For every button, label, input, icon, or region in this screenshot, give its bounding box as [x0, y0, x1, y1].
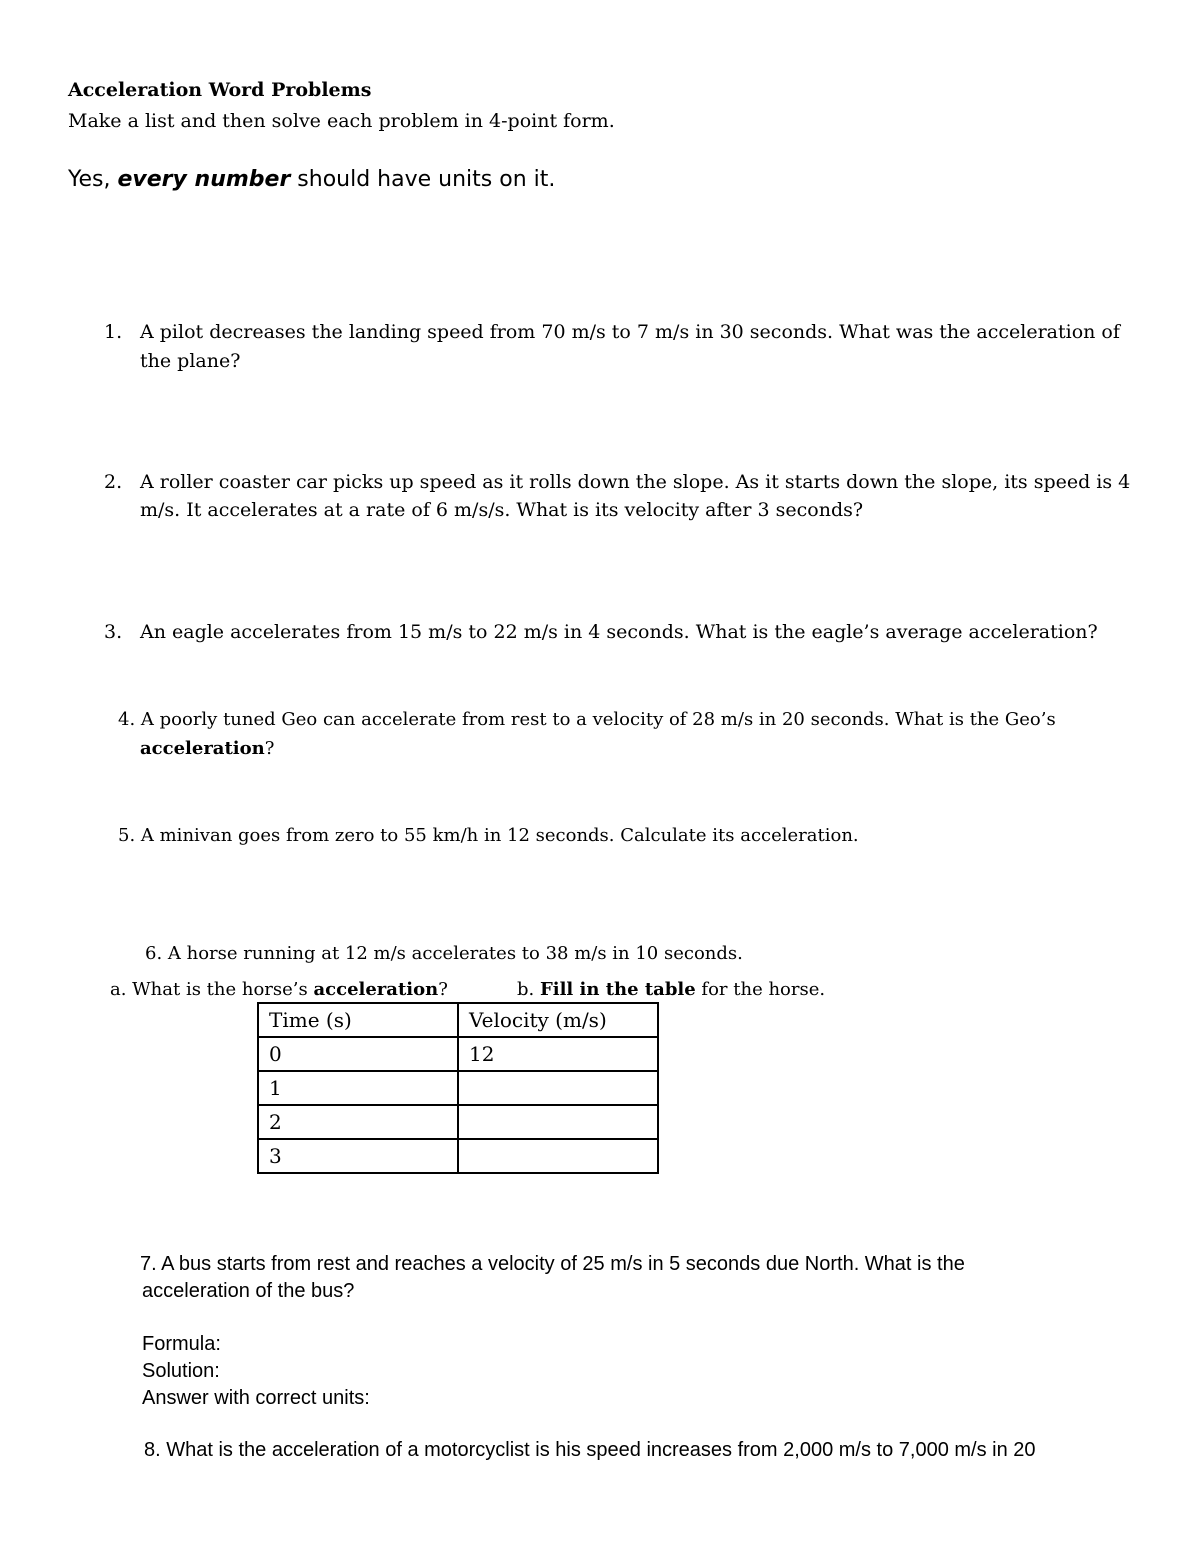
- problem-7-line2: acceleration of the bus?: [142, 1280, 355, 1302]
- formula-label: Formula:: [142, 1333, 221, 1355]
- instructions: Make a list and then solve each problem in 4-point form.: [68, 110, 615, 132]
- table-row: [258, 1139, 658, 1173]
- table-cell-time: 0: [258, 1037, 458, 1071]
- table-cell-time: 2: [258, 1105, 458, 1139]
- part-b-suffix: for the horse.: [695, 979, 826, 1000]
- problem-3-line1: An eagle accelerates from 15 m/s to 22 m/s in 4 seconds. What is the eagle’s average acceleration?: [140, 621, 1098, 643]
- solution-label: Solution:: [142, 1360, 220, 1382]
- part-b-prefix: b.: [517, 979, 540, 1000]
- table-header-velocity: Velocity (m/s): [458, 1003, 658, 1037]
- table-header-time: Time (s): [258, 1003, 458, 1037]
- problem-6-part-a: [110, 979, 448, 1000]
- problem-4-qmark: ?: [264, 738, 275, 759]
- problem-4-line1: 4. A poorly tuned Geo can accelerate from rest to a velocity of 28 m/s in 20 seconds. What is the Geo’s: [118, 709, 1056, 730]
- problem-6-line1: 6. A horse running at 12 m/s accelerates to 38 m/s in 10 seconds.: [145, 943, 743, 964]
- table-header-row: [258, 1003, 658, 1037]
- problem-7-line1: 7. A bus starts from rest and reaches a velocity of 25 m/s in 5 seconds due North. What is the: [140, 1253, 965, 1275]
- units-note-suffix: should have units on it.: [290, 167, 556, 192]
- table-cell-time: 1: [258, 1071, 458, 1105]
- table-cell-velocity: [458, 1139, 658, 1173]
- problem-2-line2: m/s. It accelerates at a rate of 6 m/s/s. What is its velocity after 3 seconds?: [140, 499, 864, 521]
- part-a-suffix: ?: [438, 979, 448, 1000]
- table-cell-velocity: [458, 1071, 658, 1105]
- problem-6-part-b: [517, 979, 825, 1000]
- table-row: [258, 1105, 658, 1139]
- page-title: Acceleration Word Problems: [68, 79, 372, 101]
- problem-1-line2: the plane?: [140, 350, 241, 372]
- table-row: [258, 1071, 658, 1105]
- problem-8-line1: 8. What is the acceleration of a motorcyclist is his speed increases from 2,000 m/s to 7,000 m/s in 20: [144, 1439, 1036, 1461]
- part-a-prefix: a. What is the horse’s: [110, 979, 314, 1000]
- problem-4-acceleration: acceleration: [140, 738, 265, 759]
- table-cell-velocity: [458, 1105, 658, 1139]
- units-note-prefix: Yes,: [68, 167, 118, 192]
- table-cell-velocity: 12: [458, 1037, 658, 1071]
- problem-5-line1: 5. A minivan goes from zero to 55 km/h in 12 seconds. Calculate its acceleration.: [118, 825, 859, 846]
- problem-4-line2: [140, 738, 274, 759]
- problem-3-number: 3.: [104, 621, 123, 643]
- table-row: [258, 1037, 658, 1071]
- units-note-emphasis: every number: [117, 167, 291, 192]
- units-note: [68, 167, 555, 192]
- answer-label: Answer with correct units:: [142, 1387, 370, 1409]
- horse-velocity-table: [257, 1002, 659, 1174]
- part-b-bold: Fill in the table: [539, 979, 696, 1000]
- problem-2-number: 2.: [104, 471, 123, 493]
- table-cell-time: 3: [258, 1139, 458, 1173]
- problem-1-number: 1.: [104, 321, 123, 343]
- problem-1-line1: A pilot decreases the landing speed from 70 m/s to 7 m/s in 30 seconds. What was the acceleration of: [140, 321, 1120, 343]
- problem-2-line1: A roller coaster car picks up speed as it rolls down the slope. As it starts down the slope, its speed is 4: [140, 471, 1131, 493]
- part-a-bold: acceleration: [313, 979, 439, 1000]
